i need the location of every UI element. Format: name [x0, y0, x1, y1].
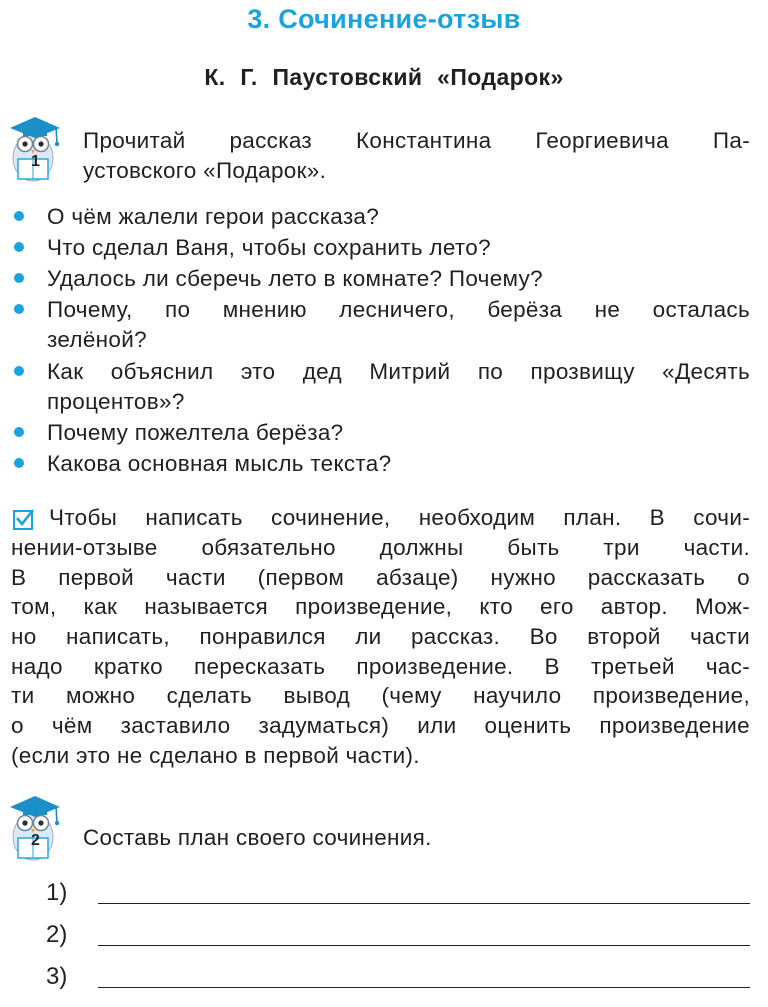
note-line: (если это не сделано в первой части). — [11, 743, 420, 768]
bullet-dot-icon — [14, 242, 24, 252]
bullet-dot-icon — [14, 211, 24, 221]
question-item: Почему, по мнению лесничего, берёза не осталась — [47, 297, 750, 322]
plan-item-number: 3) — [46, 963, 68, 990]
bullet-dot-icon — [14, 427, 24, 437]
question-item-continued: процентов»? — [47, 389, 185, 414]
plan-item-number: 2) — [46, 921, 68, 948]
question-item: Почему пожелтела берёза? — [47, 420, 344, 445]
note-line: надо кратко пересказать произведение. В третьей час- — [11, 654, 750, 679]
note-line: ти можно сделать вывод (чему научило произведение, — [11, 683, 750, 708]
bullet-dot-icon — [14, 458, 24, 468]
plan-blank-line[interactable] — [98, 987, 750, 988]
note-line: нении-отзыве обязательно должны быть три части. — [11, 535, 750, 560]
note-line: В первой части (первом абзаце) нужно рассказать о — [11, 565, 750, 590]
question-item: Удалось ли сберечь лето в комнате? Почему? — [47, 266, 543, 291]
question-item: О чём жалели герои рассказа? — [47, 204, 380, 229]
note-line: Чтобы написать сочинение, необходим план. В сочи- — [49, 505, 750, 530]
story-title: К. Г. Паустовский «Подарок» — [204, 64, 564, 90]
bullet-dot-icon — [14, 273, 24, 283]
question-item: Какова основная мысль текста? — [47, 451, 392, 476]
note-line: том, как называется произведение, кто его автор. Мож- — [11, 594, 750, 619]
bullet-dot-icon — [14, 304, 24, 314]
plan-blank-line[interactable] — [98, 945, 750, 946]
task-number-1: 1 — [31, 153, 40, 170]
question-item: Что сделал Ваня, чтобы сохранить лето? — [47, 235, 491, 260]
note-line: о чём заставило задуматься) или оценить произведение — [11, 713, 750, 738]
checkbox-checked-icon — [13, 510, 33, 530]
task2-text: Составь план своего сочинения. — [83, 825, 432, 850]
task1-intro-line: Прочитай рассказ Константина Георгиевича Па- — [83, 128, 750, 153]
question-item: Как объяснил это дед Митрий по прозвищу «Десять — [47, 359, 750, 384]
owl-scholar-icon — [4, 114, 66, 184]
plan-item-number: 1) — [46, 879, 68, 906]
task1-intro-line: устовского «Подарок». — [83, 158, 327, 183]
owl-scholar-icon — [4, 793, 66, 863]
question-item-continued: зелёной? — [47, 327, 147, 352]
task-number-2: 2 — [31, 832, 40, 849]
section-title: 3. Сочинение-отзыв — [247, 4, 521, 34]
note-line: но написать, понравился ли рассказ. Во второй части — [11, 624, 750, 649]
bullet-dot-icon — [14, 366, 24, 376]
plan-blank-line[interactable] — [98, 903, 750, 904]
